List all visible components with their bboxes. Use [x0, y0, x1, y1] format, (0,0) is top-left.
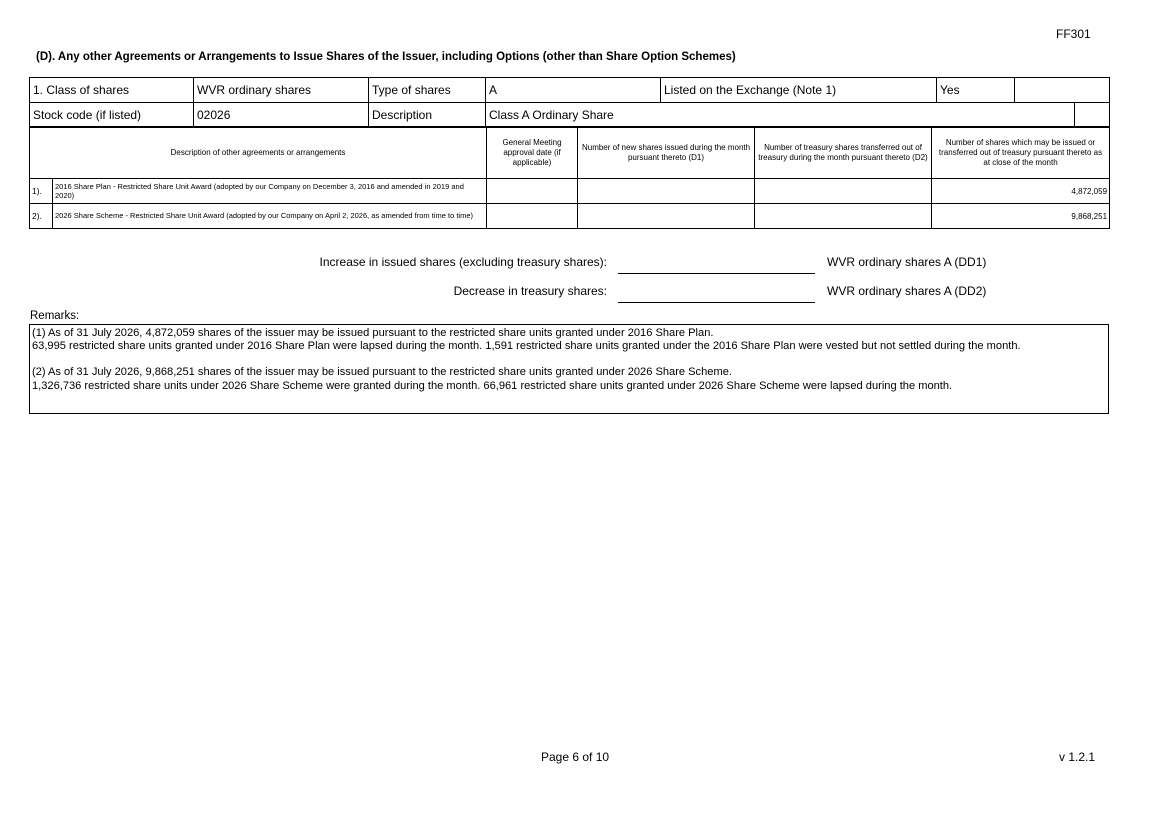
row-index: 2).	[30, 204, 53, 229]
listed-blank-cell	[1015, 78, 1110, 103]
description-label: Description	[369, 103, 486, 128]
increase-unit: WVR ordinary shares A (DD1)	[827, 255, 987, 269]
decrease-label: Decrease in treasury shares:	[453, 284, 607, 298]
row-approval-date	[487, 204, 578, 229]
row-index: 1).	[30, 179, 53, 204]
row-description: 2026 Share Scheme - Restricted Share Unit Award (adopted by our Company on April 2, 2026, as amended from time to time)	[53, 204, 487, 229]
row-treasury-shares	[755, 204, 932, 229]
row-treasury-shares	[755, 179, 932, 204]
remark-paragraph: 63,995 restricted share units granted under 2016 Share Plan were lapsed during the month. 1,591 restricted share units granted under the 2016 Share Plan were vested but not settled during the month.	[32, 340, 1021, 353]
stock-code-label: Stock code (if listed)	[30, 103, 194, 128]
header-treasury-shares: Number of treasury shares transferred out of treasury during the month pursuant thereto (D2)	[755, 127, 932, 179]
type-value: A	[486, 78, 661, 103]
decrease-unit: WVR ordinary shares A (DD2)	[827, 284, 987, 298]
class-row	[30, 78, 1110, 103]
row-new-shares	[578, 179, 755, 204]
header-approval-date: General Meeting approval date (if applicable)	[487, 127, 578, 179]
remarks-box	[29, 324, 1109, 414]
description-value: Class A Ordinary Share	[486, 103, 1075, 128]
class-label: 1. Class of shares	[30, 78, 194, 103]
header-new-shares: Number of new shares issued during the month pursuant thereto (D1)	[578, 127, 755, 179]
remarks-label: Remarks:	[30, 310, 80, 322]
section-title: (D). Any other Agreements or Arrangements to Issue Shares of the Issuer, including Options (other than Share Option Schemes)	[36, 51, 736, 63]
listed-label: Listed on the Exchange (Note 1)	[661, 78, 937, 103]
table-row	[30, 179, 1110, 204]
row-new-shares	[578, 204, 755, 229]
class-value: WVR ordinary shares	[194, 78, 369, 103]
agreements-table	[29, 126, 1110, 229]
version-label: v 1.2.1	[1059, 750, 1096, 764]
stock-code-row	[30, 103, 1110, 128]
header-description: Description of other agreements or arrangements	[30, 127, 487, 179]
table-header-row	[30, 127, 1110, 179]
increase-input-line	[618, 273, 815, 274]
decrease-input-line	[618, 302, 815, 303]
row-description: 2016 Share Plan - Restricted Share Unit Award (adopted by our Company on December 3, 2016 and amended in 2019 and 2020)	[53, 179, 487, 204]
table-row	[30, 204, 1110, 229]
form-code: FF301	[1056, 27, 1091, 41]
share-info-table	[29, 77, 1110, 128]
listed-value: Yes	[937, 78, 1015, 103]
row-may-issue: 4,872,059	[932, 179, 1110, 204]
row-approval-date	[487, 179, 578, 204]
remark-paragraph: (2) As of 31 July 2026, 9,868,251 shares of the issuer may be issued pursuant to the restricted share units granted under 2026 Share Scheme.	[32, 366, 732, 379]
remark-paragraph: 1,326,736 restricted share units under 2026 Share Scheme were granted during the month. 66,961 restricted share units granted under 2026 Share Scheme were lapsed during the month.	[32, 379, 953, 392]
description-blank-cell	[1075, 103, 1110, 128]
row-may-issue: 9,868,251	[932, 204, 1110, 229]
stock-code-value: 02026	[194, 103, 369, 128]
remark-spacer	[32, 353, 1106, 366]
page-number: Page 6 of 10	[541, 750, 610, 764]
remark-paragraph: (1) As of 31 July 2026, 4,872,059 shares of the issuer may be issued pursuant to the restricted share units granted under 2016 Share Plan.	[32, 327, 714, 339]
type-label: Type of shares	[369, 78, 486, 103]
header-may-issue: Number of shares which may be issued or transferred out of treasury pursuant thereto as at close of the month	[932, 127, 1110, 179]
increase-label: Increase in issued shares (excluding treasury shares):	[319, 255, 607, 269]
